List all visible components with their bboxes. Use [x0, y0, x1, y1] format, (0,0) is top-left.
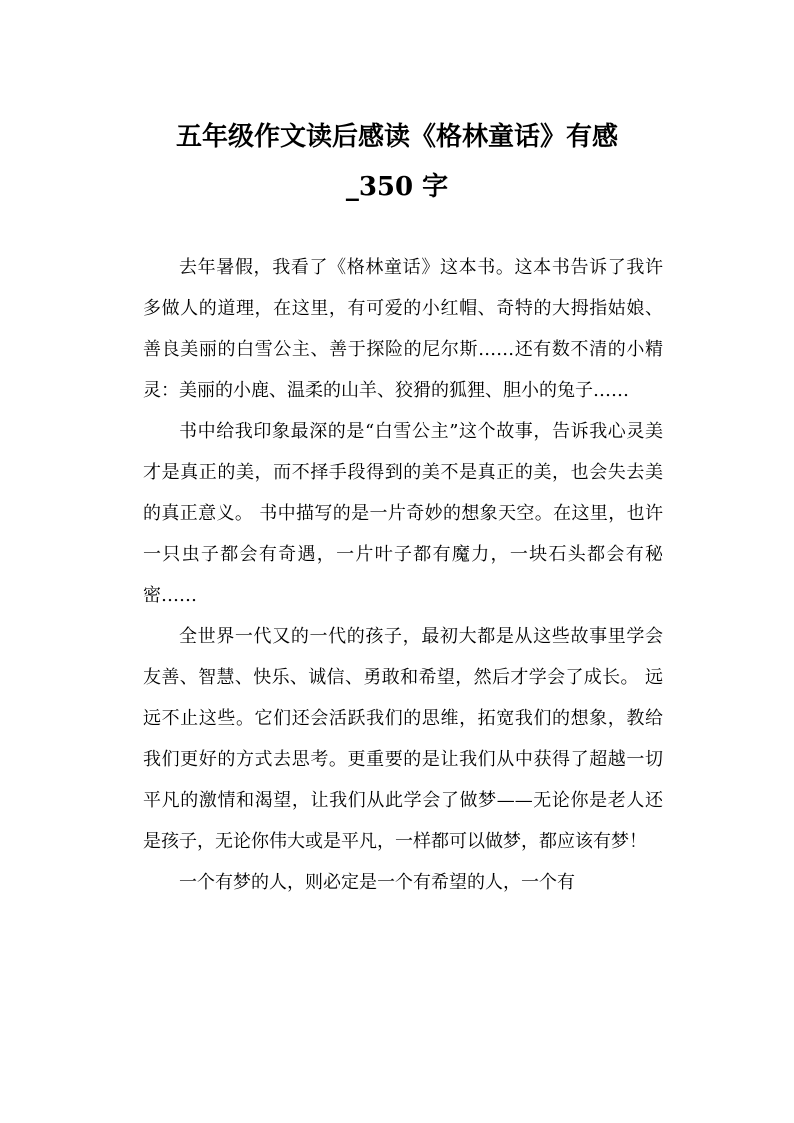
document-title — [120, 112, 674, 212]
paragraph-4: 一个有梦的人，则必定是一个有希望的人，一个有 — [179, 872, 575, 893]
paragraph-3: 全世界一代又的一代的孩子，最初大都是从这些故事里学会友善、智慧、快乐、诚信、勇敢和希望，然后才学会了成长。 远远不止这些。它们还会活跃我们的思维，拓宽我们的想象，教给我们更好的方式去思考。更重要的是让我们从中获得了超越一切平凡的激情和渴望，让我们从此学会了做梦——无论你是老人还是孩子，无论你伟大或是平凡，一样都可以做梦，都应该有梦！ — [143, 626, 663, 852]
paragraph-2: 书中给我印象最深的是“白雪公主”这个故事，告诉我心灵美才是真正的美，而不择手段得到的美不是真正的美，也会失去美的真正意义。 书中描写的是一片奇妙的想象天空。在这里，也许一只虫子都会有奇遇，一片叶子都有魔力，一块石头都会有秘密…… — [143, 421, 663, 606]
title-line-1: 五年级作文读后感读《格林童话》有感 — [175, 122, 618, 152]
title-line-2: _350 字 — [345, 172, 449, 202]
paragraph-1: 去年暑假，我看了《格林童话》这本书。这本书告诉了我许多做人的道理，在这里，有可爱的小红帽、奇特的大拇指姑娘、善良美丽的白雪公主、善于探险的尼尔斯……还有数不清的小精灵：美丽的小鹿、温柔的山羊、狡猾的狐狸、胆小的兔子…… — [143, 257, 663, 401]
document-body — [143, 247, 663, 903]
